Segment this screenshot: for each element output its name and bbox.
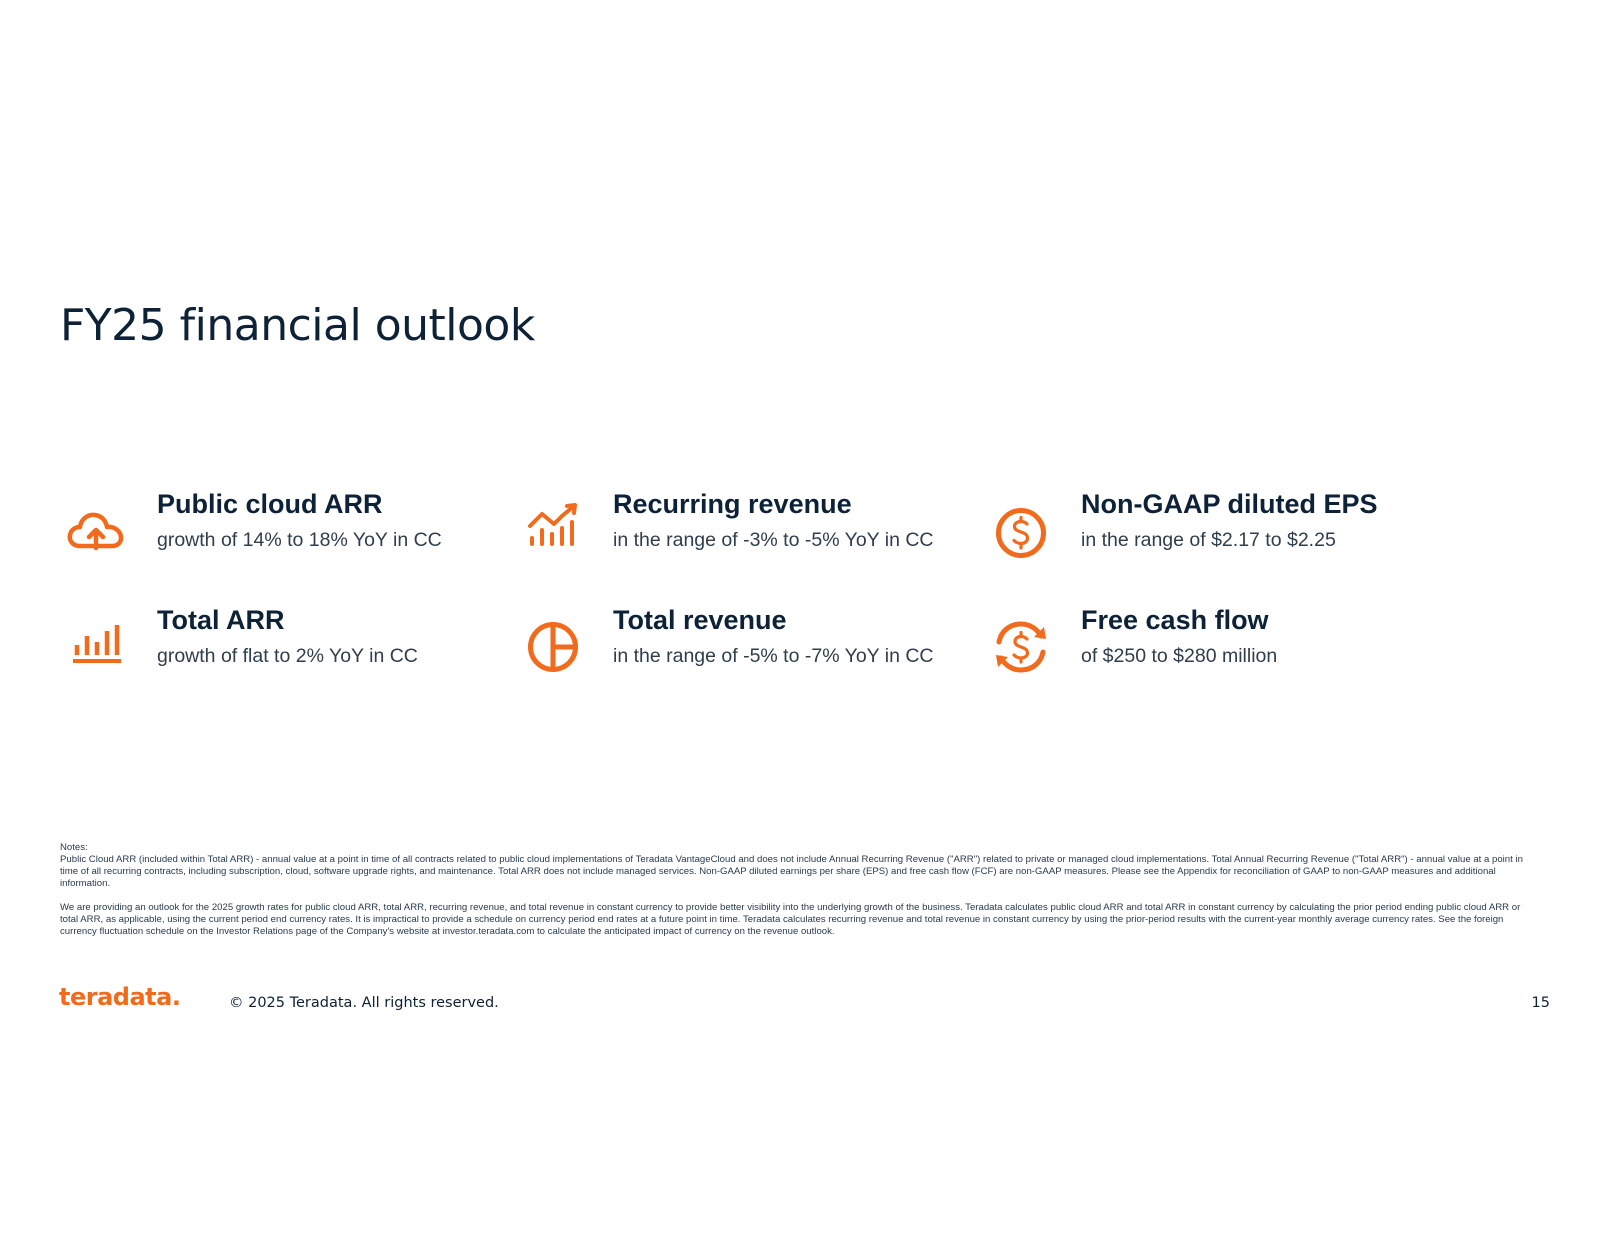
metric-title: Total revenue: [613, 605, 787, 635]
metric-subtitle: growth of flat to 2% YoY in CC: [157, 645, 418, 667]
dollar-cycle-icon: [990, 616, 1052, 678]
metric-subtitle: growth of 14% to 18% YoY in CC: [157, 529, 442, 551]
metric-subtitle: in the range of $2.17 to $2.25: [1081, 529, 1336, 551]
dollar-circle-icon: [990, 502, 1052, 564]
metric-non-gaap-eps: [990, 489, 1378, 564]
notes-paragraph-1: Public Cloud ARR (included within Total ARR) - annual value at a point in time of all contracts related to public cloud implementations of Teradata VantageCloud and does not include Annual Recurring Revenue ("ARR") related to private or managed cloud implementations. Total Annual Recurring Revenue ("Total ARR") - annual value at a point in time of all recurring contracts, including subscription, cloud, software upgrade rights, and maintenance. Total ARR does not include managed services. Non-GAAP diluted earnings per share (EPS) and free cash flow (FCF) are non-GAAP measures. Please see the Appendix for reconciliation of GAAP to non-GAAP measures and additional information.: [60, 854, 1523, 889]
metric-subtitle: of $250 to $280 million: [1081, 645, 1278, 667]
cloud-upload-icon: [66, 502, 128, 564]
metric-subtitle: in the range of -5% to -7% YoY in CC: [613, 645, 934, 667]
metric-free-cash-flow: [990, 605, 1278, 678]
page-title: FY25 financial outlook: [60, 300, 535, 351]
metric-title: Total ARR: [157, 605, 285, 635]
page-number: 15: [1531, 995, 1550, 1011]
metric-title: Public cloud ARR: [157, 489, 383, 519]
teradata-logo: teradata.: [59, 983, 181, 1011]
copyright: © 2025 Teradata. All rights reserved.: [229, 995, 499, 1011]
metric-recurring-revenue: [524, 489, 934, 564]
metric-public-cloud-arr: [66, 489, 442, 564]
notes: [60, 842, 1540, 938]
metric-total-revenue: [524, 605, 934, 678]
metric-total-arr: [66, 605, 418, 678]
metric-subtitle: in the range of -3% to -5% YoY in CC: [613, 529, 934, 551]
trend-chart-icon: [524, 502, 586, 564]
metric-title: Recurring revenue: [613, 489, 852, 519]
pie-chart-icon: [524, 616, 586, 678]
bar-chart-icon: [66, 616, 128, 678]
notes-paragraph-2: We are providing an outlook for the 2025 growth rates for public cloud ARR, total ARR, recurring revenue, and total revenue in constant currency to provide better visibility into the underlying growth of the business. Teradata calculates public cloud ARR and total ARR in constant currency by calculating the prior period ending public cloud ARR or total ARR, as applicable, using the current period end currency rates. It is impractical to provide a schedule on currency period end rates at a future point in time. Teradata calculates recurring revenue and total revenue in constant currency by using the prior-period results with the current-year monthly average currency rates. See the foreign currency fluctuation schedule on the Investor Relations page of the Company's website at investor.teradata.com to calculate the anticipated impact of currency on the revenue outlook.: [60, 902, 1521, 937]
notes-heading: Notes:: [60, 842, 88, 853]
metric-title: Free cash flow: [1081, 605, 1269, 635]
metric-title: Non-GAAP diluted EPS: [1081, 489, 1378, 519]
